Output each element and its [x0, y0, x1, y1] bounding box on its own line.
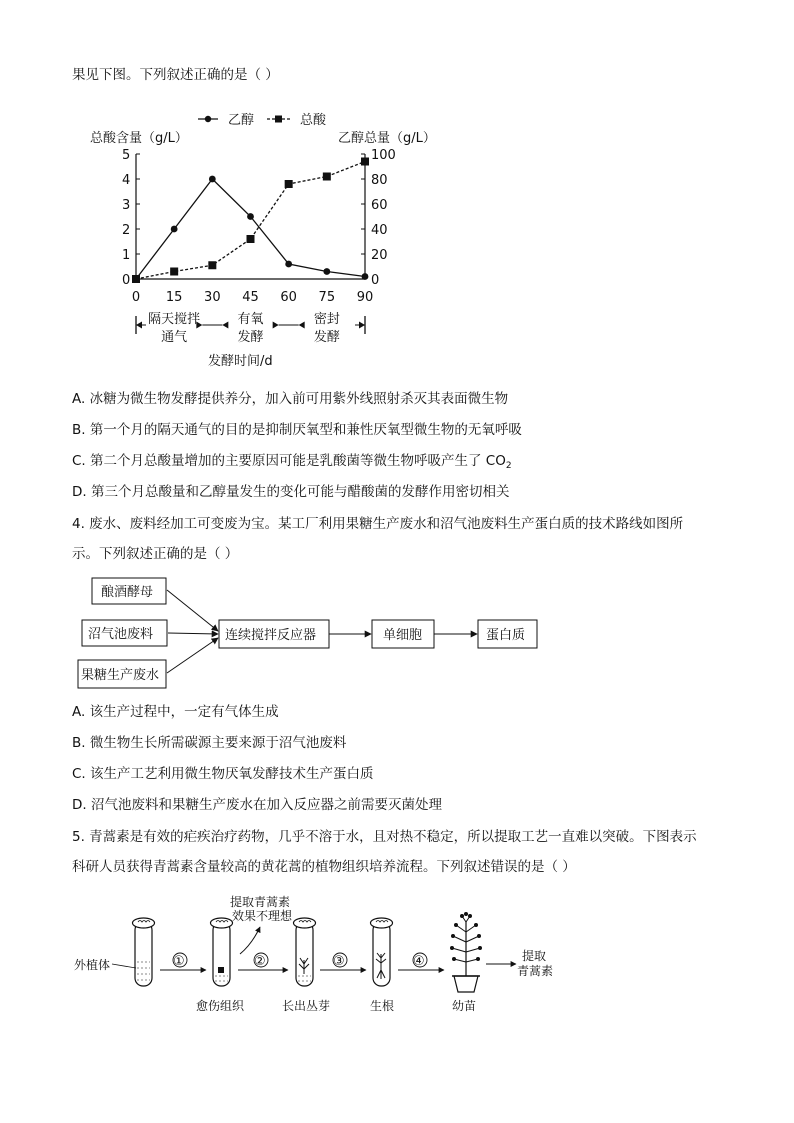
q4-stem-line1: 4. 废水、废料经加工可变废为宝。某工厂利用果糖生产废水和沼气池废料生产蛋白质的技术路线如图所	[72, 516, 684, 532]
phase-arrowhead	[359, 322, 365, 329]
seedling-label: 幼苗	[452, 999, 477, 1013]
phase-arrowhead	[273, 322, 279, 329]
co2-subscript: 2	[505, 461, 512, 471]
biogas-arrow	[168, 633, 218, 634]
legend-acid-label: 总酸	[300, 113, 327, 128]
q4-option-c: C. 该生产工艺利用微生物厌氧发酵技术生产蛋白质	[72, 766, 374, 782]
ethanol-point	[285, 261, 292, 268]
ethanol-point	[247, 213, 254, 220]
protein-label: 蛋白质	[486, 628, 526, 643]
x-tick-label: 0	[131, 290, 141, 305]
q3-intro: 果见下图。下列叙述正确的是（ ）	[72, 67, 279, 83]
right-axis-title: 乙醇总量（g/L）	[338, 131, 436, 146]
q3-option-d: D. 第三个月总酸量和乙醇量发生的变化可能与醋酸菌的发酵作用密切相关	[72, 484, 510, 500]
yeast-arrow	[167, 590, 218, 631]
left-axis-title: 总酸含量（g/L）	[90, 131, 188, 146]
extraction-note-line2: 效果不理想	[232, 909, 293, 923]
phase-label-line2: 发酵	[313, 330, 340, 345]
callus-tube-icon	[211, 918, 233, 986]
fructose-arrow	[167, 638, 218, 673]
fructose-wastewater-label: 果糖生产废水	[81, 668, 160, 683]
step-4-label: ④	[413, 954, 425, 969]
roots-label: 生根	[370, 999, 395, 1013]
ethanol-point	[209, 176, 216, 183]
callus-label: 愈伤组织	[196, 999, 245, 1013]
q5-stem-line2: 科研人员获得青蒿素含量较高的黄花蒿的植物组织培养流程。下列叙述错误的是（ ）	[72, 859, 576, 875]
acid-point	[208, 261, 216, 269]
left-tick-label: 3	[122, 198, 131, 213]
phase-arrowhead	[136, 322, 142, 329]
chart-legend	[198, 112, 327, 128]
right-tick-label: 100	[371, 148, 396, 163]
acid-point	[247, 235, 255, 243]
right-tick-label: 0	[371, 273, 380, 288]
q4-option-d: D. 沼气池废料和果糖生产废水在加入反应器之前需要灭菌处理	[72, 797, 442, 813]
q4-option-b: B. 微生物生长所需碳源主要来源于沼气池废料	[72, 735, 347, 751]
fermentation-chart	[80, 106, 460, 376]
right-tick-label: 20	[371, 248, 388, 263]
series-line	[136, 179, 365, 279]
phase-arrowhead	[299, 322, 305, 329]
extract-label-line1: 提取	[522, 949, 547, 963]
left-tick-label: 4	[122, 173, 131, 188]
left-tick-label: 1	[122, 248, 131, 263]
phase-arrowhead	[222, 322, 228, 329]
x-tick-label: 60	[280, 290, 297, 305]
x-axis-title: 发酵时间/d	[208, 354, 273, 369]
phase-label-line2: 通气	[161, 330, 188, 345]
protein-production-flow	[76, 572, 546, 696]
extraction-note-line1: 提取青蒿素	[230, 895, 291, 909]
phase-label-line1: 隔天搅拌	[148, 312, 201, 327]
left-tick-label: 2	[122, 223, 131, 238]
chart-marks	[132, 158, 369, 284]
shoots-tube-icon	[294, 918, 316, 986]
left-tick-label: 5	[122, 148, 131, 163]
step-3-label: ③	[333, 954, 345, 969]
legend-ethanol-label: 乙醇	[228, 113, 255, 128]
explant-label: 外植体	[74, 958, 111, 972]
step-1-label: ①	[173, 954, 185, 969]
seedling-pot-icon	[450, 912, 482, 992]
ethanol-point	[171, 226, 178, 233]
left-tick-label: 0	[122, 273, 131, 288]
reactor-label: 连续搅拌反应器	[225, 628, 317, 643]
right-tick-label: 60	[371, 198, 388, 213]
shoots-label: 长出丛芽	[282, 999, 331, 1013]
extract-label-line2: 青蒿素	[517, 964, 554, 978]
acid-point	[170, 268, 178, 276]
x-tick-label: 30	[204, 290, 221, 305]
q3-option-a: A. 冰糖为微生物发酵提供养分，加入前可用紫外线照射杀灭其表面微生物	[72, 391, 509, 407]
q3-option-b: B. 第一个月的隔天通气的目的是抑制厌氧型和兼性厌氧型微生物的无氧呼吸	[72, 422, 522, 438]
q3-option-c-text: C. 第二个月总酸量增加的主要原因可能是乳酸菌等微生物呼吸产生了 CO	[72, 453, 506, 469]
yeast-label: 酿酒酵母	[101, 585, 154, 600]
acid-point	[285, 180, 293, 188]
phase-label-line1: 有氧	[237, 312, 264, 327]
ethanol-point	[362, 273, 369, 280]
right-tick-label: 40	[371, 223, 388, 238]
acid-point	[361, 158, 369, 166]
ethanol-point	[323, 268, 330, 275]
x-tick-label: 90	[356, 290, 374, 305]
biogas-waste-label: 沼气池废料	[88, 627, 154, 642]
phase-label-line1: 密封	[313, 312, 340, 327]
single-cell-label: 单细胞	[383, 628, 423, 643]
step-2-label: ②	[254, 954, 266, 969]
q5-stem-line1: 5. 青蒿素是有效的疟疾治疗药物，几乎不溶于水，且对热不稳定，所以提取工艺一直难以突破。下图表示	[72, 829, 697, 845]
q4-option-a: A. 该生产过程中，一定有气体生成	[72, 704, 279, 720]
right-tick-label: 80	[371, 173, 388, 188]
phase-label-line2: 发酵	[237, 330, 264, 345]
fermentation-phases	[136, 311, 365, 345]
x-tick-label: 15	[165, 290, 183, 305]
extraction-note-arrow	[240, 927, 260, 954]
x-tick-label: 75	[318, 290, 336, 305]
roots-tube-icon	[371, 918, 393, 986]
tissue-culture-diagram	[70, 892, 590, 1022]
explant-tube-icon	[133, 918, 155, 986]
acid-point	[132, 275, 140, 283]
x-tick-label: 45	[242, 290, 259, 305]
q4-stem-line2: 示。下列叙述正确的是（ ）	[72, 546, 239, 562]
q3-option-c	[72, 452, 512, 475]
acid-point	[323, 173, 331, 181]
